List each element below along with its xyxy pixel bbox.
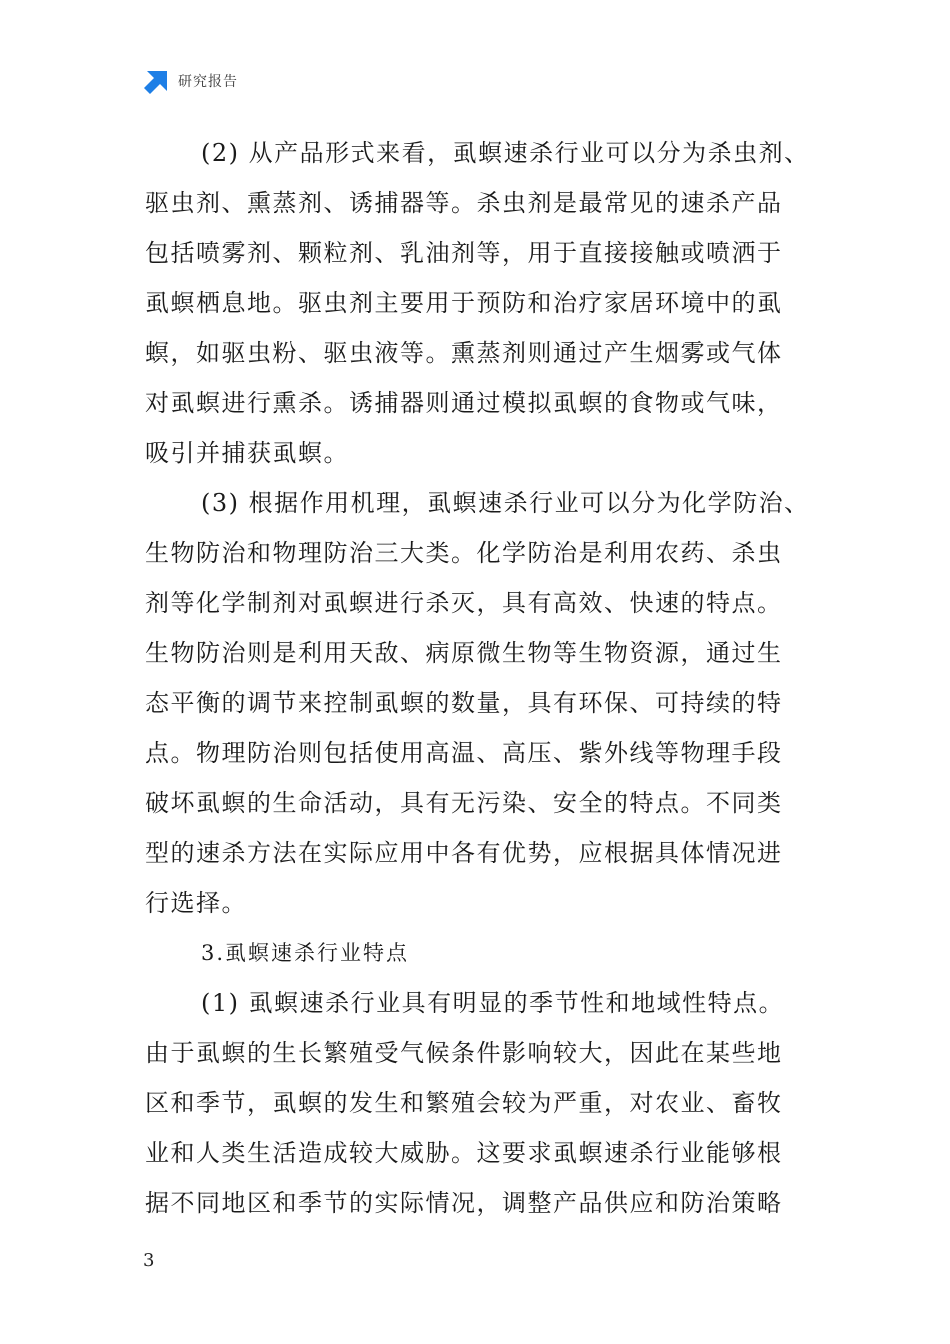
text-line: 剂等化学制剂对虱螟进行杀灭，具有高效、快速的特点。 xyxy=(145,589,783,617)
text-line: 由于虱螟的生长繁殖受气候条件影响较大，因此在某些地 xyxy=(145,1039,783,1067)
text-line: 生物防治和物理防治三大类。化学防治是利用农药、杀虫 xyxy=(145,539,783,567)
text-line: 破坏虱螟的生命活动，具有无污染、安全的特点。不同类 xyxy=(145,789,783,817)
text-line: 对虱螟进行熏杀。诱捕器则通过模拟虱螟的食物或气味， xyxy=(145,389,783,417)
section-heading: 3.虱螟速杀行业特点 xyxy=(201,941,410,965)
text-line: 驱虫剂、熏蒸剂、诱捕器等。杀虫剂是最常见的速杀产品 xyxy=(145,189,783,217)
text-line: 点。物理防治则包括使用高温、高压、紫外线等物理手段 xyxy=(145,739,783,767)
page-header xyxy=(144,68,238,94)
text-line: 据不同地区和季节的实际情况，调整产品供应和防治策略 xyxy=(145,1189,783,1217)
text-line: 态平衡的调节来控制虱螟的数量，具有环保、可持续的特 xyxy=(145,689,783,717)
text-line: 行选择。 xyxy=(145,889,247,917)
page-number: 3 xyxy=(143,1250,155,1271)
text-line: 业和人类生活造成较大威胁。这要求虱螟速杀行业能够根 xyxy=(145,1139,783,1167)
text-line: 型的速杀方法在实际应用中各有优势，应根据具体情况进 xyxy=(145,839,783,867)
text-line: 虱螟栖息地。驱虫剂主要用于预防和治疗家居环境中的虱 xyxy=(145,289,783,317)
text-line: (1) 虱螟速杀行业具有明显的季节性和地域性特点。 xyxy=(201,989,785,1017)
text-line: 生物防治则是利用天敌、病原微生物等生物资源，通过生 xyxy=(145,639,783,667)
text-line: (3) 根据作用机理，虱螟速杀行业可以分为化学防治、 xyxy=(201,489,810,517)
text-line: 包括喷雾剂、颗粒剂、乳油剂等，用于直接接触或喷洒于 xyxy=(145,239,783,267)
text-line: 区和季节，虱螟的发生和繁殖会较为严重，对农业、畜牧 xyxy=(145,1089,783,1117)
text-line: 吸引并捕获虱螟。 xyxy=(145,439,349,467)
text-line: (2) 从产品形式来看，虱螟速杀行业可以分为杀虫剂、 xyxy=(201,139,810,167)
logo-icon xyxy=(144,68,170,94)
document-body xyxy=(145,128,815,1228)
header-label: 研究报告 xyxy=(178,74,238,90)
text-line: 螟，如驱虫粉、驱虫液等。熏蒸剂则通过产生烟雾或气体 xyxy=(145,339,783,367)
